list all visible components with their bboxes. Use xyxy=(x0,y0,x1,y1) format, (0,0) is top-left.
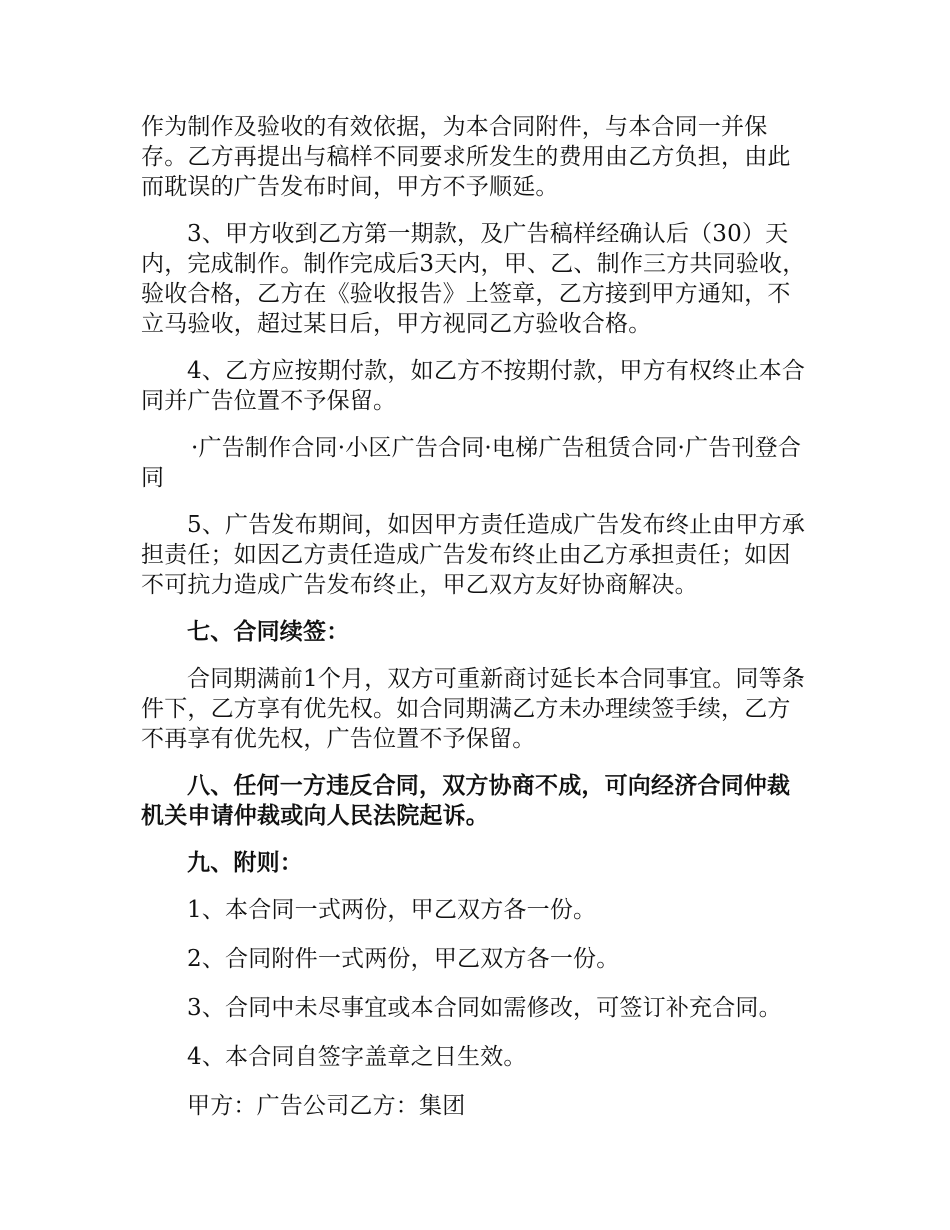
paragraph-attachment-note: 作为制作及验收的有效依据，为本合同附件，与本合同一并保存。乙方再提出与稿样不同要求所发生的费用由乙方负担，由此而耽误的广告发布时间，甲方不予顺延。 xyxy=(141,114,791,200)
paragraph-renewal-terms: 合同期满前1个月，双方可重新商讨延长本合同事宜。同等条件下，乙方享有优先权。如合同期满乙方未办理续签手续，乙方不再享有优先权，广告位置不予保留。 xyxy=(141,666,806,752)
document-body xyxy=(141,112,811,1138)
paragraph-publishing-responsibility: 5、广告发布期间，如因甲方责任造成广告发布终止由甲方承担责任；如因乙方责任造成广告发布终止由乙方承担责任；如因不可抗力造成广告发布终止，甲乙双方友好协商解决。 xyxy=(141,512,806,598)
appendix-item-4: 4、本合同自签字盖章之日生效。 xyxy=(187,1044,527,1070)
section-heading-appendix: 九、附则： xyxy=(187,850,303,876)
appendix-item-2: 2、合同附件一式两份，甲乙双方各一份。 xyxy=(187,946,620,972)
section-heading-dispute: 八、任何一方违反合同，双方协商不成，可向经济合同仲裁机关申请仲裁或向人民法院起诉。 xyxy=(141,773,791,829)
section-heading-renewal: 七、合同续签： xyxy=(187,619,350,645)
paragraph-payment-terms: 4、乙方应按期付款，如乙方不按期付款，甲方有权终止本合同并广告位置不予保留。 xyxy=(141,358,806,414)
signature-parties: 甲方：广告公司乙方：集团 xyxy=(187,1093,466,1119)
paragraph-production-acceptance: 3、甲方收到乙方第一期款，及广告稿样经确认后（30）天内，完成制作。制作完成后3天内，甲、乙、制作三方共同验收，验收合格，乙方在《验收报告》上签章，乙方接到甲方通知，不立马验收，超过某日后，甲方视同乙方验收合格。 xyxy=(141,221,806,337)
appendix-item-1: 1、本合同一式两份，甲乙双方各一份。 xyxy=(187,897,597,923)
related-contracts-links: ·广告制作合同·小区广告合同·电梯广告租赁合同·广告刊登合同 xyxy=(141,435,802,491)
appendix-item-3: 3、合同中未尽事宜或本合同如需修改，可签订补充合同。 xyxy=(187,995,782,1021)
